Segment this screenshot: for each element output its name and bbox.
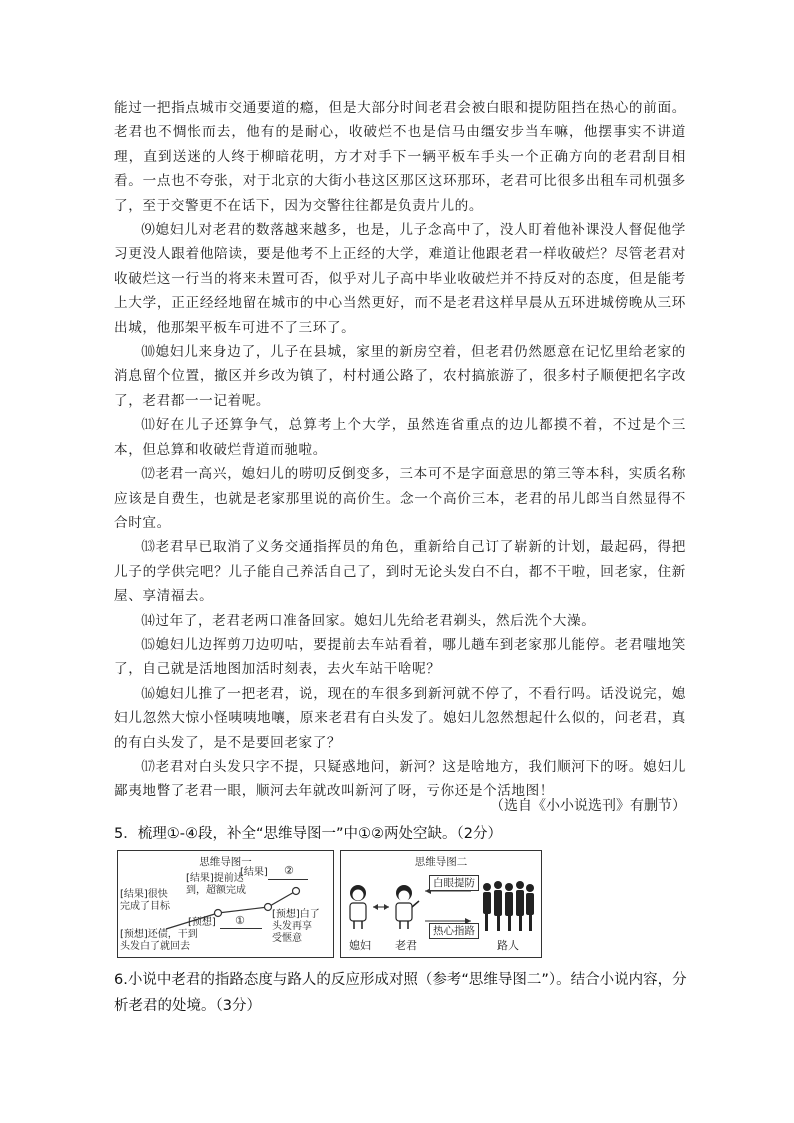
passersby-label: 路人 [497,939,519,952]
plan-2-label: [预想] [188,917,216,928]
timeline-node [215,910,222,917]
timeline-node [293,888,300,895]
plan-3-label: [预想]白了 [272,909,320,920]
result-2-label: [结果]提前达 [186,873,244,884]
blank-1-marker: ① [235,914,245,927]
mind-map-one-title: 思维导图一 [199,856,252,868]
paragraph-14: ⒁过年了，老君老两口准备回家。媳妇儿先给老君剃头，然后洗个大澡。 [141,612,596,629]
wife-label: 媳妇 [349,939,371,952]
plan-3-label-cont: 头发再享 [272,921,312,932]
paragraph-8-tail: 能过一把指点城市交通要道的瘾，但是大部分时间老君会被白眼和提防阻挡在热心的前面。老君也不惆怅而去，他有的是耐心，收破烂不也是信马由缰安步当车嘛，他摆事实不讲道理，直到送迷的人终于柳暗花明，方才对手下一辆平板车手头一个正确方向的老君刮目相看。一点也不夸张，对于北京的大街小巷这区那区这环那环，老君可比很多出租车司机强多了，至于交警更不在话下，因为交警往往都是负责片儿的。 [114,100,686,214]
wife-arrow-head-right [384,904,389,910]
paragraph-15: ⒂媳妇儿边挥剪刀边叨咕，要提前去车站看着，哪儿趟车到老家那儿能停。老君嗤地笑了，自己就是活地图加活时刻表，去火车站干啥呢？ [114,636,686,678]
passersby-crowd-icon [483,881,534,931]
wife-figure-icon [350,885,366,929]
plan-1-label-cont: 头发白了就回去 [120,941,190,952]
source-citation: （选自《小小说选刊》有删节） [490,798,686,814]
paragraph-12: ⑿老君一高兴，媳妇儿的唠叨反倒变多，三本可不是字面意思的第三等本科，实质名称应该是自费生，也就是老家那里说的高价生。念一个高价三本，老君的吊儿郎当自然显得不合时宜。 [114,466,686,531]
paragraph-13: ⒀老君早已取消了义务交通指挥员的角色，重新给自己订了崭新的计划，最起码，得把儿子的学供完吧？儿子能自己养活自己了，到时无论头发白不白，都不干啦，回老家，住新屋、享清福去。 [114,539,686,605]
paragraph-16: ⒃媳妇儿推了一把老君，说，现在的车很多到新河就不停了，不看行吗。话没说完，媳妇儿忽然大惊小怪咦咦地嚷，原来老君有白头发了。媳妇儿忽然想起什么似的，问老君，真的有白头发了，是不是要回老家了？ [114,685,686,751]
blank-1-line [220,928,262,929]
mind-map-two [340,850,542,958]
wife-arrow-head-left [373,904,378,910]
blank-2-marker: ② [284,864,294,877]
plan-1-label: [预想]还债，干到 [120,929,198,940]
question-5: 5．梳理①-④段，补全“思维导图一”中①②两处空缺。（2分） [114,826,502,842]
result-3-label: [结果] [240,867,268,878]
plan-3-label-cont2: 受惬意 [272,933,302,944]
result-2-label-cont: 到，超额完成 [186,885,246,896]
result-1-label-cont: 完成了目标 [120,901,170,912]
paragraph-9: ⑼媳妇儿对老君的数落越来越多，也是，儿子念高中了，没人盯着他补课没人督促他学习更没人跟着他陪读，要是他考不上正经的大学，难道让他跟老君一样收破烂？尽管老君对收破烂这一行当的将来未置可否，似乎对儿子高中毕业收破烂并不持反对的态度，但是能考上大学，正正经经地留在城市的中心当然更好，而不是老君这样早晨从五环进城傍晚从三环出城，他那架平板车可进不了三环了。 [114,222,686,336]
glare-box: 白眼提防 [429,875,479,891]
paragraph-11: ⑾好在儿子还算争气，总算考上个大学，虽然连省重点的边儿都摸不着，不过是个三本，但总算和收破烂背道而驰啦。 [114,417,686,458]
paragraph-17: ⒄老君对白头发只字不提，只疑惑地问，新河？这是啥地方，我们顺河下的呀。媳妇儿鄙夷地瞥了老君一眼，顺河去年就改叫新河了呀，亏你还是个活地图！ [114,758,686,800]
story-text [114,96,686,804]
question-6: 6.小说中老君的指路态度与路人的反应形成对照（参考“思维导图二”）。结合小说内容，分析老君的处境。（3分） [114,972,687,1014]
laojun-label: 老君 [395,939,417,952]
paragraph-10: ⑽媳妇儿来身边了，儿子在县城，家里的新房空着，但老君仍然愿意在记忆里给老家的消息留个位置，撤区并乡改为镇了，村村通公路了，农村搞旅游了，很多村子顺便把名字改了，老君都一一记着呢。 [114,344,686,409]
result-1-label: [结果]很快 [120,889,168,900]
mind-map-two-title: 思维导图二 [414,856,468,868]
mind-map-one [117,850,334,958]
guide-box: 热心指路 [429,923,479,939]
blank-2-line [268,879,308,880]
timeline-node [265,904,272,911]
laojun-figure-icon [396,885,419,929]
